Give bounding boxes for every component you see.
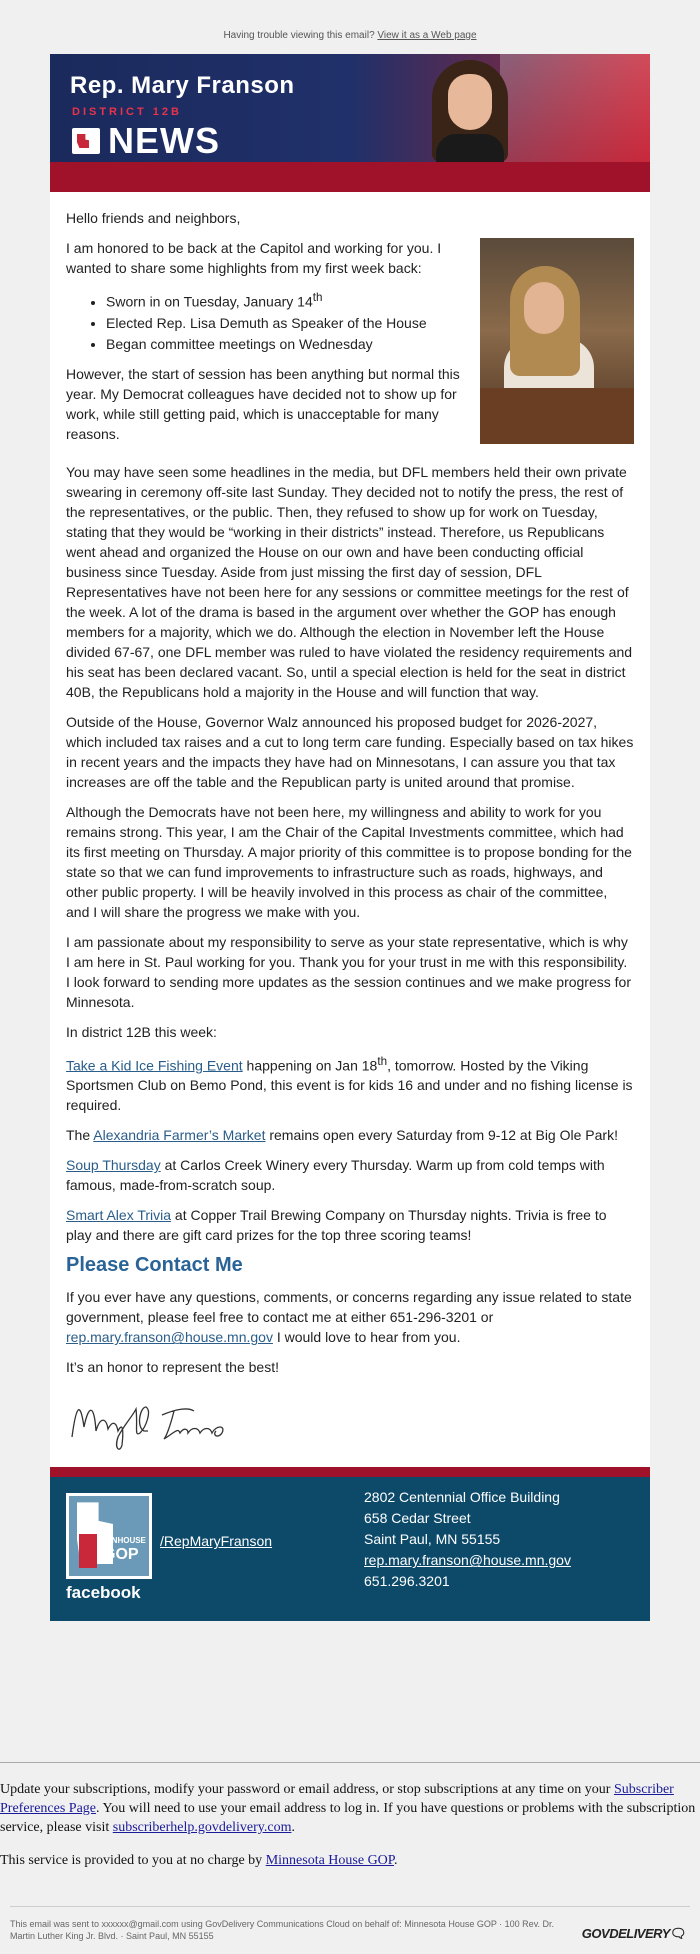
ice-fishing-link[interactable]: Take a Kid Ice Fishing Event (66, 1057, 243, 1074)
legal-text: This email was sent to xxxxxx@gmail.com using GovDelivery Communications Cloud on behalf of: Minnesota House GOP · 100 Rev. Dr. Martin Luther King Jr. Blvd. · Saint Paul, MN 55155 (10, 1919, 555, 1941)
facebook-block[interactable] (66, 1493, 152, 1605)
banner-name: Rep. Mary Franson (70, 72, 295, 99)
greeting: Hello friends and neighbors, (66, 210, 241, 226)
banner-district: DISTRICT 12B (72, 106, 182, 118)
header-banner (50, 54, 650, 162)
event-ice-fishing: Take a Kid Ice Fishing Event happening on Jan 18th, tomorrow. Hosted by the Viking Sportsmen Club on Bemo Pond, this event is for kids 16 and under and no fishing license is required. (66, 1054, 633, 1114)
subscriber-help-link[interactable]: subscriberhelp.govdelivery.com (112, 1820, 292, 1835)
banner-news: NEWS (108, 120, 220, 161)
contact-paragraph: If you ever have any questions, comments, or concerns regarding any issue related to state government, please feel free to contact me at either 651-296-3201 or rep.mary.franson@house.mn.gov I would love to hear from you. (66, 1289, 632, 1346)
speech-bubble-icon: 🗨 (669, 1926, 686, 1941)
chair-paragraph: Although the Democrats have not been here, my willingness and ability to work for you remains strong. This year, I am the Chair of the Capital Investments committee, which had its first meeting on Thursday. A major priority of this committee is to propose bonding for the state so that we can fund improvements to infrastructure such as roads, highways, and other public property. I will be heavily involved in this process as chair of the committee, and I will share the progress we make with you. (66, 803, 632, 920)
address-line: 2802 Centennial Office Building (364, 1489, 560, 1506)
mn-gop-logo-icon (72, 128, 100, 154)
divider (0, 1762, 700, 1763)
list-item: • Sworn in on Tuesday, January 14th (106, 288, 634, 312)
headlines-paragraph: You may have seen some headlines in the media, but DFL members held their own private swearing in ceremony off-site last Sunday. They decided not to notify the press, the rest of the representatives, or the public. Then, they refused to show up for work on Tuesday, stating that they would be “working in their districts” instead. Therefore, us Republicans went ahead and organized the House on our own and have been conducting official business since Tuesday. Aside from just missing the first day of session, DFL Representatives have not been here for any sessions or committee meetings for the rest of the week. A lot of the drama is based in the argument over whether the GOP has enough members for a majority, which we do. Although the election in November left the House divided 67-67, one DFL member was ruled to have violated the residency requirements and his seat has been declared vacant. So, until a special election is held for the seat in district 40B, the Republicans hold a majority in the House and will function that way. (66, 463, 633, 700)
facebook-label: facebook (66, 1583, 141, 1603)
budget-paragraph: Outside of the House, Governor Walz announced his proposed budget for 2026-2027, which included tax raises and a cut to long term care funding. Especially based on tax hikes in recent years and the impacts they have had on Minnesotans, I can assure you that tax increases are off the table and the Republican party is united around that promise. (66, 713, 634, 790)
preheader-text: Having trouble viewing this email? (223, 30, 375, 41)
contact-footer (50, 1467, 650, 1621)
contact-email-link[interactable]: rep.mary.franson@house.mn.gov (66, 1329, 273, 1346)
contact-heading: Please Contact Me (66, 1254, 243, 1277)
minnesota-house-gop-link[interactable]: Minnesota House GOP (265, 1853, 395, 1868)
trivia-link[interactable]: Smart Alex Trivia (66, 1207, 172, 1224)
however-paragraph: However, the start of session has been anything but normal this year. My Democrat colleagues have decided not to show up for work, while still getting paid, which is unacceptable for many reasons. (66, 365, 460, 442)
subscriber-preferences-link[interactable]: Subscriber Preferences Page (0, 1782, 674, 1816)
divider (10, 1906, 690, 1907)
farmers-market-link[interactable]: Alexandria Farmer’s Market (93, 1127, 266, 1144)
list-item: • Began committee meetings on Wednesday (106, 334, 634, 354)
email-body (50, 192, 650, 1457)
view-web-page-link[interactable]: View it as a Web page (377, 30, 477, 41)
address-line: 658 Cedar Street (364, 1510, 471, 1527)
intro-paragraph: I am honored to be back at the Capitol and working for you. I wanted to share some highlights from my first week back: (66, 240, 442, 276)
header-red-bar (50, 162, 650, 192)
footer-email-link[interactable]: rep.mary.franson@house.mn.gov (364, 1552, 571, 1569)
capitol-dome-image (500, 54, 650, 162)
facebook-page-link[interactable]: /RepMaryFranson (160, 1533, 273, 1550)
capitol-photo (480, 238, 634, 444)
mnhouse-gop-logo-icon: MNHOUSE GOP (66, 1493, 152, 1579)
govdelivery-logo: GOVDELIVERY🗨 (581, 1926, 686, 1941)
subscription-notice (0, 1780, 700, 1884)
list-item: • Elected Rep. Lisa Demuth as Speaker of the House (106, 313, 634, 333)
event-soup-thursday: Soup Thursday at Carlos Creek Winery every Thursday. Warm up from cold temps with famous, made-from-scratch soup. (66, 1157, 605, 1194)
event-trivia: Smart Alex Trivia at Copper Trail Brewing Company on Thursday nights. Trivia is free to play and there are gift card prizes for the top three scoring teams! (66, 1207, 607, 1244)
subscription-paragraph: Update your subscriptions, modify your password or email address, or stop subscriptions at any time on your Subscriber Preferences Page. You will need to use your email address to log in. If you have questions or problems with the subscription service, please visit subscriberhelp.govdelivery.com. (0, 1782, 696, 1835)
soup-thursday-link[interactable]: Soup Thursday (66, 1157, 161, 1174)
preheader (0, 30, 700, 41)
service-paragraph: This service is provided to you at no charge by Minnesota House GOP. (0, 1853, 398, 1868)
district-paragraph: In district 12B this week: (66, 1023, 217, 1040)
email-card (50, 54, 650, 1621)
event-farmers-market: The Alexandria Farmer’s Market remains open every Saturday from 9-12 at Big Ole Park! (66, 1127, 618, 1144)
honor-paragraph: It’s an honor to represent the best! (66, 1359, 279, 1376)
signature-image (66, 1387, 634, 1457)
portrait-image (422, 54, 518, 162)
footer-phone: 651.296.3201 (364, 1573, 450, 1590)
office-address (364, 1487, 571, 1592)
passionate-paragraph: I am passionate about my responsibility to serve as your state representative, which is why I am here in St. Paul working for you. Thank you for your trust in me with this responsibility. I look forward to sending more updates as the session continues and we make progress for Minnesota. (66, 933, 631, 1010)
address-line: Saint Paul, MN 55155 (364, 1531, 501, 1548)
